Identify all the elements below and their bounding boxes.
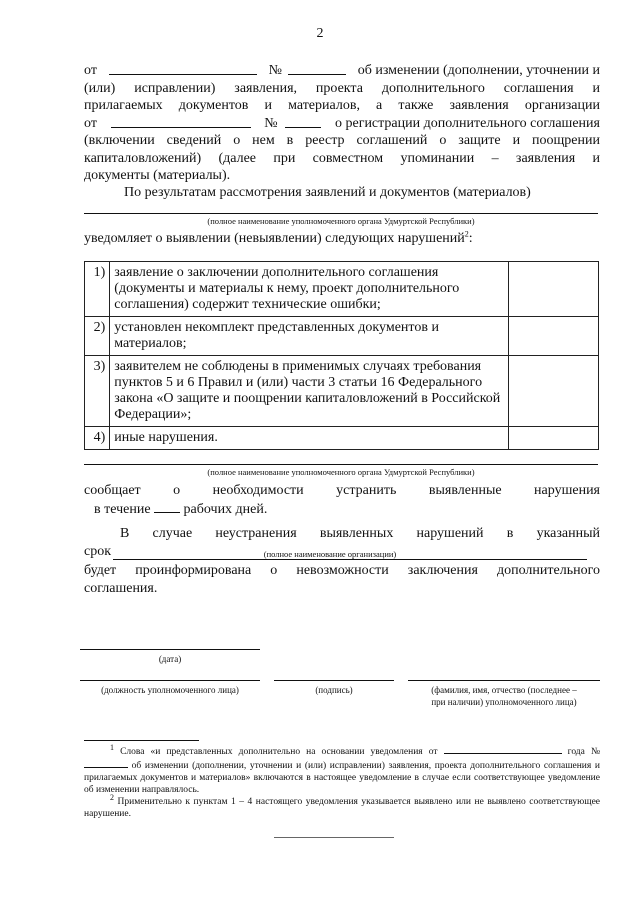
page-number: 2 [316,26,324,41]
organization-caption: (полное наименование организации) [263,549,397,559]
authority-name-line[interactable] [84,213,598,214]
date-blank-1[interactable] [109,62,257,75]
full-name-caption: (фамилия, имя, отчество (последнее – при наличии) уполномоченного лица) [431,685,577,707]
row-mark-cell[interactable] [508,427,598,450]
date-blank-2[interactable] [111,115,251,128]
footnote-date-blank[interactable] [444,744,562,754]
signature-caption: (подпись) [315,685,353,695]
row-number: 3) [85,356,110,427]
intro-line-1: от № об изменении (дополнении, уточнении и [84,63,600,78]
date-line[interactable] [80,649,260,650]
row-text: установлен некомплект представленных документов и материалов; [110,317,509,356]
footnote-2: $^2$ Применительно к пунктам 1 – 4 настоящего уведомления указывается выявлено или не выявлено соответствующее нарушение. [84,792,601,819]
authority-name-line-2[interactable] [84,464,598,465]
informs-line-2: в течение рабочих дней. [94,501,268,517]
table-row [85,262,599,317]
row-mark-cell[interactable] [508,262,598,317]
row-text: заявление о заключении дополнительного соглашения (документы и материалы к нему, проект дополнительного соглашения) содержит технические ошибки; [110,262,509,317]
row-number: 1) [85,262,110,317]
position-line[interactable] [80,680,260,681]
intro-line-2: (или) исправлении) заявления, проекта дополнительного соглашения и [84,80,600,96]
informed-paragraph [84,562,600,597]
number-blank-1[interactable] [288,62,346,75]
table-row [85,427,599,450]
notifies-line: уведомляет о выявлении (невыявлении) следующих нарушений$^2$: [84,229,473,246]
signature-line[interactable] [274,680,394,681]
informed-line-1: будет проинформирована о невозможности заключения дополнительного [84,563,600,578]
footnotes [84,744,600,820]
footnote-1: $^1$ Слова «и представленных дополнительно на основании уведомления от года № об изменении (дополнении, уточнении и (или) исправлении) заявления, проекта дополнительного соглашения и прилагаемых документов и материалов» включаются в настоящее уведомление в случае если соответствующее уведомление об изменении направлялось. [84,742,601,795]
row-text: заявителем не соблюдены в применимых случаях требования пунктов 5 и 6 Правил и (или) части 3 статьи 16 Федерального закона «О защите и поощрении капиталовложений в Российской Федерации»; [110,356,509,427]
bottom-divider [274,837,394,838]
footnote-ref-2: 2 [464,229,469,239]
row-mark-cell[interactable] [508,356,598,427]
number-blank-2[interactable] [285,115,321,128]
violations-table [84,261,599,450]
intro-line-3: прилагаемых документов и материалов, а также заявления организации [84,98,600,113]
row-number: 2) [85,317,110,356]
table-row [85,317,599,356]
intro-line-6: капиталовложений) (далее при совместном упоминании – заявления и [84,150,600,166]
footnote-separator [84,740,199,741]
footnote-number-blank[interactable] [84,758,128,768]
row-mark-cell[interactable] [508,317,598,356]
informs-line-3: В случае неустранения выявленных нарушений в указанный [120,526,600,541]
intro-line-4: от № о регистрации дополнительного соглашения [84,115,600,131]
position-caption: (должность уполномоченного лица) [101,685,239,695]
authority-caption-2: (полное наименование уполномоченного органа Удмуртской Республики) [207,467,475,477]
full-name-line[interactable] [408,680,600,681]
table-row [85,356,599,427]
intro-line-5: (включении сведений о нем в реестр соглашений о защите и поощрении [84,133,600,148]
intro-paragraph [84,62,600,185]
row-number: 4) [85,427,110,450]
authority-caption: (полное наименование уполномоченного органа Удмуртской Республики) [207,216,475,226]
informs-line-4: срок [84,543,600,561]
informs-line-1: сообщает о необходимости устранить выявленные нарушения [84,483,600,498]
informed-line-2: соглашения. [84,580,158,596]
row-text: иные нарушения. [110,427,509,450]
intro-line-7: документы (материалы). [84,168,231,183]
date-caption: (дата) [158,654,182,664]
review-line: По результатам рассмотрения заявлений и документов (материалов) [124,185,531,200]
days-blank[interactable] [154,500,180,513]
